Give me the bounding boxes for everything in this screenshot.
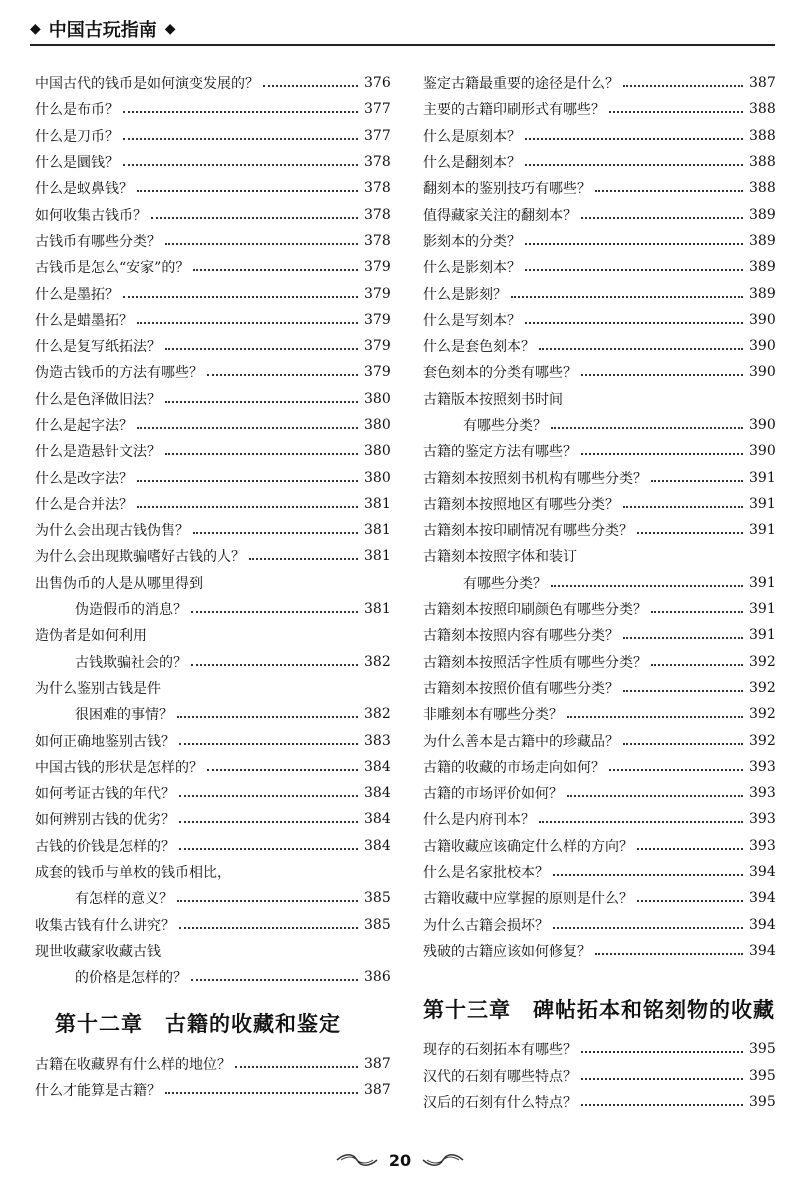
toc-page-number: 384 xyxy=(364,811,391,828)
toc-page-number: 388 xyxy=(749,101,776,118)
dot-leader xyxy=(581,374,743,376)
toc-entry-title: 什么是造悬针文法？ xyxy=(35,444,161,461)
toc-entry-multiline xyxy=(423,543,775,596)
toc-entry xyxy=(35,491,390,517)
toc-page-number: 381 xyxy=(364,522,391,539)
toc-line: 有怎样的意义？ 385 xyxy=(75,890,391,908)
dot-leader xyxy=(123,164,358,166)
dot-leader xyxy=(595,190,743,192)
toc-entry-title: 如何考证古钱的年代？ xyxy=(35,786,175,803)
toc-entry xyxy=(423,780,775,806)
toc-page-number: 384 xyxy=(364,837,391,854)
toc-entry-title: 古籍的鉴定方法有哪些？ xyxy=(423,444,577,461)
toc-page-number: 394 xyxy=(749,890,776,907)
toc-entry-title: 什么是影刻本？ xyxy=(423,260,521,277)
toc-entry xyxy=(35,386,390,412)
toc-entry-title: 什么是色泽做旧法？ xyxy=(35,391,161,408)
toc-page-number: 392 xyxy=(749,706,776,723)
toc-entry-title: 汉后的石刻有什么特点？ xyxy=(423,1094,577,1111)
toc-line: 的价格是怎样的？ 386 xyxy=(75,969,391,987)
dot-leader xyxy=(623,637,743,639)
toc-entry-title: 如何正确地鉴别古钱？ xyxy=(35,733,175,750)
toc-entry xyxy=(35,727,390,753)
dot-leader xyxy=(525,269,743,271)
toc-page-number: 379 xyxy=(364,338,391,355)
toc-page-number: 387 xyxy=(364,1055,391,1072)
toc-line: 出售伪币的人是从哪里得到 xyxy=(35,575,203,592)
toc-entry xyxy=(423,228,775,254)
toc-entry-title: 古钱的价钱是怎样的？ xyxy=(35,838,175,855)
toc-page-number: 376 xyxy=(364,75,391,92)
dot-leader xyxy=(539,348,743,350)
right-ornament-icon xyxy=(421,1152,465,1168)
dot-leader xyxy=(551,585,743,587)
toc-entry xyxy=(423,333,775,359)
toc-entry-title: 什么才能算是古籍？ xyxy=(35,1082,161,1099)
dot-leader xyxy=(165,348,358,350)
toc-entry-multiline xyxy=(35,675,390,728)
toc-entry-title: 古籍刻本按照刻书机构有哪些分类？ xyxy=(423,470,647,487)
dot-leader xyxy=(623,743,743,745)
dot-leader xyxy=(151,217,358,219)
toc-entry xyxy=(423,1062,775,1088)
toc-entry-title: 古籍刻本按照价值有哪些分类？ xyxy=(423,680,619,697)
dot-leader xyxy=(581,453,743,455)
toc-entry xyxy=(35,833,390,859)
toc-entry xyxy=(35,359,390,385)
dot-leader xyxy=(651,664,743,666)
toc-entry-title: 什么是蚁鼻钱？ xyxy=(35,181,133,198)
dot-leader xyxy=(637,848,743,850)
toc-page-number: 393 xyxy=(749,758,776,775)
toc-entry-title: 古籍收藏中应掌握的原则是什么？ xyxy=(423,891,633,908)
dot-leader xyxy=(511,296,743,298)
toc-entry-title: 什么是起字法？ xyxy=(35,418,133,434)
toc-entry xyxy=(423,596,775,622)
chapter-13-heading: 第十三章 碑帖拓本和铭刻物的收藏 xyxy=(423,998,775,1023)
toc-entry-title: 中国古代的钱币是如何演变发展的？ xyxy=(35,76,259,93)
toc-line: 古籍版本按照刻书时间 xyxy=(423,391,563,408)
toc-entry-title: 什么是复写纸拓法？ xyxy=(35,339,161,356)
toc-entry xyxy=(423,491,775,517)
toc-page-number: 377 xyxy=(364,127,391,144)
toc-entry-multiline xyxy=(35,570,390,623)
toc-page-number: 395 xyxy=(749,1093,776,1110)
toc-entry xyxy=(35,1050,390,1076)
dot-leader xyxy=(137,427,358,429)
toc-entry: 收集古钱有什么讲究？ 385 xyxy=(35,916,391,934)
dot-leader xyxy=(525,243,743,245)
toc-entry xyxy=(423,359,775,385)
dot-leader xyxy=(191,979,358,981)
dot-leader xyxy=(123,138,358,140)
toc-entry-title: 什么是翻刻本？ xyxy=(423,155,521,172)
toc-page-number: 390 xyxy=(749,443,776,460)
toc-entry-title: 影刻本的分类？ xyxy=(423,233,521,250)
toc-entry xyxy=(35,228,390,254)
toc-entry-title: 什么是内府刊本？ xyxy=(423,812,535,829)
dot-leader xyxy=(567,795,743,797)
toc-entry-title: 古籍的市场评价如何？ xyxy=(423,786,563,803)
toc-entry xyxy=(35,438,390,464)
dot-leader xyxy=(207,769,358,771)
toc-entry xyxy=(423,833,775,859)
diamond-icon: ◆ xyxy=(30,21,41,37)
toc-line: 很困难的事情？ 382 xyxy=(75,706,391,724)
toc-page-number: 378 xyxy=(364,206,391,223)
toc-page-number: 392 xyxy=(749,732,776,749)
toc-entry xyxy=(35,1077,390,1103)
dot-leader xyxy=(581,1078,743,1080)
toc-entry-title: 什么是刀币？ xyxy=(35,128,119,145)
toc-page-number: 380 xyxy=(364,469,391,486)
toc-page-number: 390 xyxy=(749,364,776,381)
dot-leader xyxy=(137,480,358,482)
dot-leader xyxy=(551,427,743,429)
toc-page-number: 389 xyxy=(749,259,776,276)
toc-entry-title: 鉴定古籍最重要的途径是什么？ xyxy=(423,76,619,93)
toc-entry xyxy=(35,175,390,201)
toc-entry xyxy=(423,885,775,911)
dot-leader xyxy=(165,1092,358,1094)
dot-leader xyxy=(637,900,743,902)
toc-line: 为什么鉴别古钱是件 xyxy=(35,680,161,697)
toc-line: 伪造假币的消息？ 381 xyxy=(75,601,391,619)
toc-page-number: 380 xyxy=(364,417,391,433)
dot-leader xyxy=(581,1104,743,1106)
toc-entry xyxy=(423,1036,775,1062)
toc-entry-title: 汉代的石刻有哪些特点？ xyxy=(423,1068,577,1085)
toc-page-number: 394 xyxy=(749,864,776,881)
toc-entry-title: 古籍刻本按照活字性质有哪些分类？ xyxy=(423,654,647,671)
dot-leader xyxy=(191,664,358,666)
page-footer xyxy=(0,1148,800,1172)
toc-line: 古籍刻本按照字体和装订 xyxy=(423,549,577,566)
toc-entry xyxy=(35,123,390,149)
dot-leader xyxy=(193,532,358,534)
toc-entry xyxy=(423,70,775,96)
toc-entry xyxy=(423,1089,775,1115)
toc-entry xyxy=(35,280,390,306)
toc-entry-title: 为什么古籍会损坏？ xyxy=(423,917,549,934)
toc-entry xyxy=(423,675,775,701)
dot-leader xyxy=(123,296,358,298)
dot-leader xyxy=(525,164,743,166)
dot-leader xyxy=(581,217,743,219)
toc-right-column xyxy=(423,70,775,1115)
toc-page-number: 391 xyxy=(749,469,776,486)
dot-leader xyxy=(179,848,358,850)
toc-page-number: 378 xyxy=(364,154,391,171)
toc-entry xyxy=(423,938,775,964)
toc-entry-title: 中国古钱的形状是怎样的？ xyxy=(35,759,203,776)
toc-page-number: 389 xyxy=(749,232,776,249)
toc-page-number: 395 xyxy=(749,1041,776,1058)
toc-entry xyxy=(35,543,390,569)
dot-leader xyxy=(123,111,358,113)
toc-entry xyxy=(35,780,390,806)
toc-entry-title: 什么是名家批校本？ xyxy=(423,865,549,882)
toc-page-number: 391 xyxy=(749,495,776,512)
dot-leader xyxy=(623,85,743,87)
toc-entry xyxy=(35,806,390,832)
toc-page-number: 383 xyxy=(364,732,391,749)
toc-entry-multiline xyxy=(35,622,390,675)
toc-entry xyxy=(35,412,390,438)
toc-page-number: 389 xyxy=(749,206,776,223)
dot-leader xyxy=(179,821,358,823)
toc-entry-title: 值得藏家关注的翻刻本？ xyxy=(423,207,577,224)
toc-entry-title: 古籍在收藏界有什么样的地位？ xyxy=(35,1056,231,1073)
toc-entry-title: 什么是合并法？ xyxy=(35,496,133,513)
left-ornament-icon xyxy=(335,1152,379,1168)
dot-leader xyxy=(609,769,743,771)
toc-page-number: 379 xyxy=(364,259,391,276)
toc-entry-title: 古钱币有哪些分类？ xyxy=(35,233,161,250)
toc-page-number: 388 xyxy=(749,180,776,197)
diamond-icon: ◆ xyxy=(164,21,176,37)
dot-leader xyxy=(193,269,358,271)
toc-page-number: 384 xyxy=(364,758,391,775)
toc-page-number: 379 xyxy=(364,285,391,302)
dot-leader xyxy=(137,322,358,324)
toc-page-number: 391 xyxy=(749,627,776,644)
toc-entry-title: 古籍刻本按照印刷颜色有哪些分类？ xyxy=(423,602,647,619)
toc-entry xyxy=(423,464,775,490)
dot-leader xyxy=(623,690,743,692)
toc-entry-title: 现存的石刻拓本有哪些？ xyxy=(423,1042,577,1059)
dot-leader xyxy=(191,611,358,613)
toc-page-number: 393 xyxy=(749,837,776,854)
toc-page-number: 394 xyxy=(749,942,776,959)
toc-entry xyxy=(423,123,775,149)
toc-entry xyxy=(423,201,775,227)
toc-entry xyxy=(35,333,390,359)
chapter-12-heading: 第十二章 古籍的收藏和鉴定 xyxy=(55,1012,341,1037)
dot-leader xyxy=(595,953,743,955)
dot-leader xyxy=(525,138,743,140)
toc-entry xyxy=(423,254,775,280)
dot-leader xyxy=(623,506,743,508)
toc-entry-title: 古钱币是怎么“安家”的？ xyxy=(35,260,190,277)
dot-leader xyxy=(177,716,358,718)
toc-entry xyxy=(423,754,775,780)
dot-leader xyxy=(235,1066,358,1068)
toc-entry-title: 什么是套色刻本？ xyxy=(423,339,535,356)
toc-entry-title: 残破的古籍应该如何修复？ xyxy=(423,943,591,960)
toc-entry xyxy=(423,859,775,885)
dot-leader xyxy=(651,480,743,482)
toc-line: 有哪些分类？ 391 xyxy=(463,574,776,592)
toc-page-number: 379 xyxy=(364,311,391,328)
toc-entry xyxy=(35,96,390,122)
toc-page-number: 384 xyxy=(364,785,391,802)
toc-entry-title: 翻刻本的鉴别技巧有哪些？ xyxy=(423,181,591,198)
dot-leader xyxy=(581,1051,743,1053)
toc-entry-title: 什么是原刻本？ xyxy=(423,128,521,145)
dot-leader xyxy=(207,374,358,376)
toc-entry xyxy=(423,517,775,543)
toc-entry xyxy=(423,96,775,122)
toc-entry-title: 什么是蜡墨拓？ xyxy=(35,312,133,329)
toc-entry-multiline xyxy=(35,938,390,991)
toc-page-number: 395 xyxy=(749,1067,776,1084)
toc-entry-title: 伪造古钱币的方法有哪些？ xyxy=(35,365,203,382)
toc-page-number: 377 xyxy=(364,101,391,118)
toc-entry xyxy=(35,754,390,780)
toc-entry xyxy=(423,175,775,201)
toc-page-number: 389 xyxy=(749,285,776,302)
toc-page-number: 390 xyxy=(749,338,776,355)
toc-entry-title: 什么是改字法？ xyxy=(35,470,133,487)
toc-entry-title: 如何收集古钱币？ xyxy=(35,207,147,224)
toc-entry-title: 古籍的收藏的市场走向如何？ xyxy=(423,759,605,776)
toc-page-number: 388 xyxy=(749,154,776,171)
toc-entry xyxy=(423,438,775,464)
toc-page-number: 379 xyxy=(364,364,391,381)
toc-page-number: 380 xyxy=(364,443,391,460)
toc-page-number: 381 xyxy=(364,495,391,512)
dot-leader xyxy=(165,453,358,455)
toc-entry-title: 什么是墨拓？ xyxy=(35,286,119,303)
toc-page-number: 392 xyxy=(749,679,776,696)
dot-leader xyxy=(525,322,743,324)
toc-entry xyxy=(423,622,775,648)
dot-leader xyxy=(609,111,743,113)
dot-leader xyxy=(177,900,358,902)
toc-entry xyxy=(35,149,390,175)
toc-entry-title: 为什么善本是古籍中的珍藏品？ xyxy=(423,733,619,750)
toc-page-number: 390 xyxy=(749,311,776,328)
toc-page-number: 381 xyxy=(364,548,391,565)
toc-line: 古钱欺骗社会的？ 382 xyxy=(75,653,391,671)
toc-entry-title: 古籍刻本按印刷情况有哪些分类？ xyxy=(423,523,633,540)
toc-page-number: 392 xyxy=(749,653,776,670)
toc-page-number: 393 xyxy=(749,811,776,828)
toc-entry-title: 为什么会出现古钱伪售？ xyxy=(35,523,189,540)
toc-entry xyxy=(35,70,390,96)
toc-entry-title: 什么是写刻本？ xyxy=(423,312,521,329)
toc-entry xyxy=(35,201,390,227)
dot-leader xyxy=(137,506,358,508)
toc-line: 造伪者是如何利用 xyxy=(35,628,147,645)
toc-entry xyxy=(423,280,775,306)
toc-entry-title: 古籍收藏应该确定什么样的方向？ xyxy=(423,838,633,855)
toc-entry-title: 主要的古籍印刷形式有哪些？ xyxy=(423,102,605,119)
toc-entry xyxy=(35,464,390,490)
toc-entry-title: 如何辨别古钱的优劣？ xyxy=(35,812,175,829)
toc-entry xyxy=(423,149,775,175)
dot-leader xyxy=(553,874,743,876)
toc-page-number: 380 xyxy=(364,390,391,407)
toc-page-number: 378 xyxy=(364,180,391,197)
toc-left-column xyxy=(35,70,390,1103)
toc-line: 有哪些分类？ 390 xyxy=(463,417,776,434)
dot-leader xyxy=(539,821,743,823)
toc-page-number: 391 xyxy=(749,601,776,618)
toc-page-number: 393 xyxy=(749,785,776,802)
dot-leader xyxy=(249,558,358,560)
toc-entry-title: 套色刻本的分类有哪些？ xyxy=(423,365,577,382)
toc-page-number: 387 xyxy=(364,1081,391,1098)
dot-leader xyxy=(263,85,358,87)
toc-entry xyxy=(423,727,775,753)
running-header xyxy=(30,14,770,44)
toc-entry-title: 什么是圜钱？ xyxy=(35,155,119,172)
book-title: 中国古玩指南 xyxy=(48,20,157,41)
toc-entry-title: 古籍刻本按照内容有哪些分类？ xyxy=(423,628,619,645)
toc-entry-title: 什么是布币？ xyxy=(35,102,119,119)
dot-leader xyxy=(165,401,358,403)
toc-entry-multiline xyxy=(35,859,390,912)
dot-leader xyxy=(567,716,743,718)
dot-leader xyxy=(637,532,743,534)
header-rule xyxy=(30,44,775,46)
dot-leader xyxy=(137,190,358,192)
toc-entry xyxy=(423,701,775,727)
toc-entry xyxy=(35,254,390,280)
toc-line: 成套的钱币与单枚的钱币相比， xyxy=(35,865,231,882)
dot-leader xyxy=(179,927,358,929)
toc-entry xyxy=(423,806,775,832)
toc-entry xyxy=(423,649,775,675)
dot-leader xyxy=(179,743,358,745)
toc-entry-title: 古籍刻本按照地区有哪些分类？ xyxy=(423,496,619,513)
dot-leader xyxy=(651,611,743,613)
dot-leader xyxy=(553,927,743,929)
toc-entry xyxy=(35,517,390,543)
dot-leader xyxy=(165,243,358,245)
toc-entry-title: 什么是影刻？ xyxy=(423,286,507,303)
toc-entry xyxy=(423,912,775,938)
toc-entry xyxy=(35,307,390,333)
toc-entry xyxy=(423,307,775,333)
toc-entry-multiline xyxy=(423,386,775,439)
dot-leader xyxy=(179,795,358,797)
toc-entry-title: 非雕刻本有哪些分类？ xyxy=(423,707,563,724)
toc-line: 现世收藏家收藏古钱 xyxy=(35,943,161,960)
toc-page-number: 387 xyxy=(749,75,776,92)
toc-page-number: 388 xyxy=(749,127,776,144)
toc-page-number: 391 xyxy=(749,522,776,539)
toc-page-number: 378 xyxy=(364,232,391,249)
toc-entry-title: 为什么会出现欺骗嗜好古钱的人？ xyxy=(35,549,245,566)
toc-page-number: 394 xyxy=(749,916,776,933)
page-number: 20 xyxy=(388,1150,412,1170)
